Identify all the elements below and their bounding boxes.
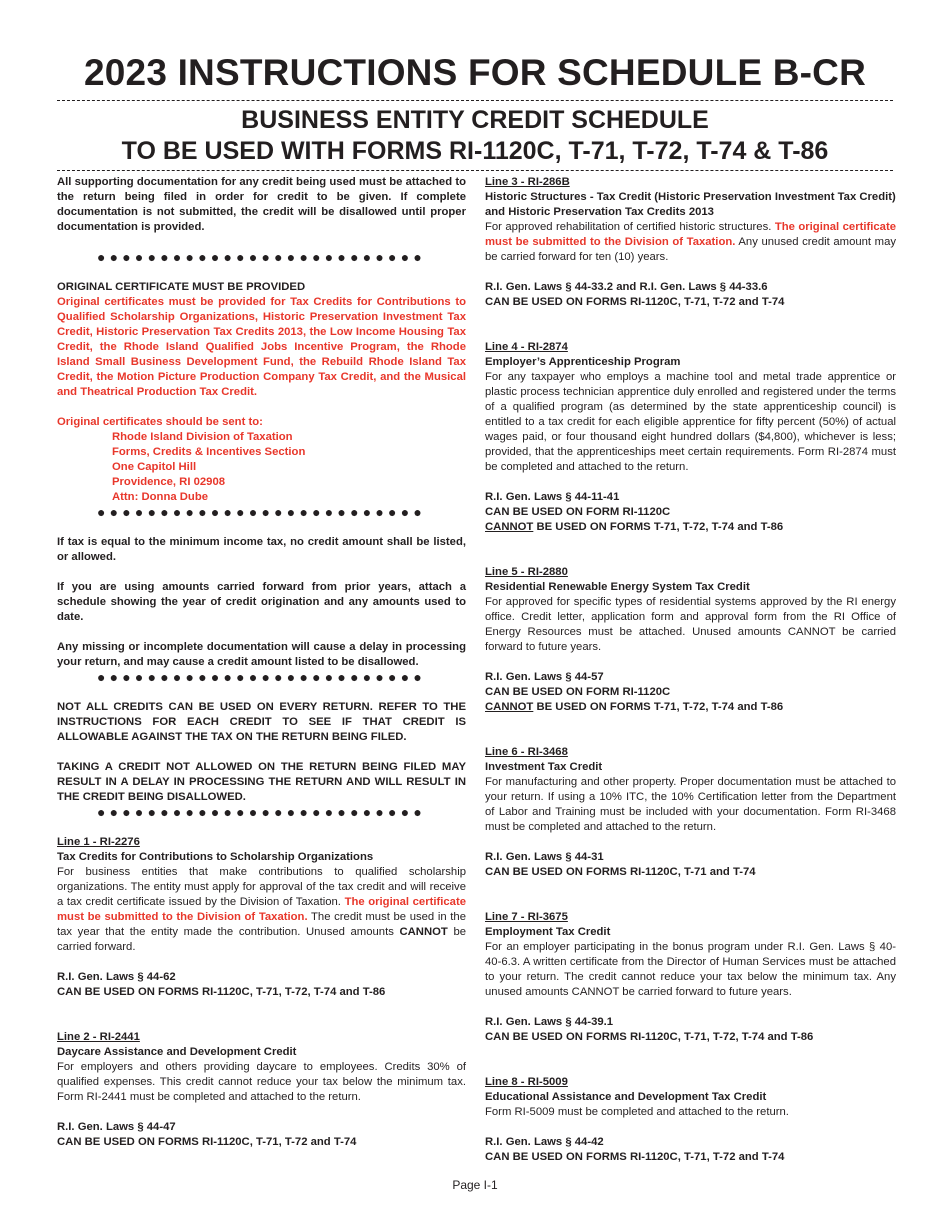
line-6-heading: Line 6 - RI-3468 (485, 746, 568, 758)
right-column (485, 175, 896, 1165)
line-6-title: Investment Tax Credit (485, 761, 603, 773)
address-line: Attn: Donna Dube (112, 491, 209, 503)
line-3-title: Historic Structures - Tax Credit (Historic Preservation Investment Tax Credit) and Historic Preservation Tax Credits 2013 (485, 191, 896, 218)
address-line: One Capitol Hill (112, 461, 197, 473)
mailing-address (57, 430, 466, 505)
line-3-section (485, 175, 896, 310)
line-4-title: Employer’s Apprenticeship Program (485, 356, 681, 368)
line-3-law: R.I. Gen. Laws § 44-33.2 and R.I. Gen. Laws § 44-33.6 (485, 281, 768, 293)
subtitle-line-1: BUSINESS ENTITY CREDIT SCHEDULE (241, 106, 709, 134)
line-2-section (57, 1030, 466, 1150)
line-7-law: R.I. Gen. Laws § 44-39.1 (485, 1016, 614, 1028)
line-4-usage: CAN BE USED ON FORM RI-1120C (485, 506, 671, 518)
line-4-heading: Line 4 - RI-2874 (485, 341, 568, 353)
line-8-heading: Line 8 - RI-5009 (485, 1076, 568, 1088)
line-1-red-note: The original certificate must be submitted to the Division of Taxation. (57, 896, 467, 923)
line-2-title: Daycare Assistance and Development Credit (57, 1046, 297, 1058)
original-certificate-text: Original certificates must be provided for Tax Credits for Contributions to Qualified Scholarship Organizations, Historic Preservation Investment Tax Credit, Historic Preservation Tax Credits 2013, the Low Income Housing Tax Credit, the Rhode Island Qualified Jobs Incentive Program, the Rhode Island Small Business Development Fund, the Rebuild Rhode Island Tax Credit, the Motion Picture Production Company Tax Credit, and the Musical and Theatrical Production Tax Credit. (57, 296, 466, 398)
line-3-heading: Line 3 - RI-286B (485, 176, 570, 188)
line-7-text: For an employer participating in the bonus program under R.I. Gen. Laws § 40-40-6.3. A written certificate from the Director of Human Services must be attached to your return. The credit cannot reduce your tax below the minimum tax. Any unused amounts CANNOT be carried forward to future years. (485, 941, 896, 998)
line-7-heading: Line 7 - RI-3675 (485, 911, 568, 923)
left-column (57, 175, 466, 1150)
dashed-divider (57, 100, 893, 101)
line-4-restriction: CANNOT BE USED ON FORMS T-71, T-72, T-74 and T-86 (485, 521, 784, 533)
missing-documentation-note: Any missing or incomplete documentation will cause a delay in processing your return, and may cause a credit amount listed to be disallowed. (57, 641, 466, 668)
line-2-heading: Line 2 - RI-2441 (57, 1031, 140, 1043)
line-5-title: Residential Renewable Energy System Tax Credit (485, 581, 750, 593)
line-1-law: R.I. Gen. Laws § 44-62 (57, 971, 176, 983)
intro-text: All supporting documentation for any credit being used must be attached to the return being filed in order for credit to be given. If complete documentation is not submitted, the credit will be disallowed until proper documentation is provided. (57, 176, 466, 233)
address-line: Providence, RI 02908 (112, 476, 226, 488)
bullet-separator: ●●●●●●●●●●●●●●●●●●●●●●●●●● (96, 804, 427, 820)
line-8-section (485, 1075, 896, 1165)
line-8-law: R.I. Gen. Laws § 44-42 (485, 1136, 604, 1148)
bullet-separator: ●●●●●●●●●●●●●●●●●●●●●●●●●● (96, 249, 427, 265)
line-4-law: R.I. Gen. Laws § 44-11-41 (485, 491, 620, 503)
line-7-section (485, 910, 896, 1045)
line-1-title: Tax Credits for Contributions to Scholarship Organizations (57, 851, 374, 863)
not-all-credits-warning: NOT ALL CREDITS CAN BE USED ON EVERY RETURN. REFER TO THE INSTRUCTIONS FOR EACH CREDIT TO SEE IF THAT CREDIT IS ALLOWABLE AGAINST THE TAX ON THE RETURN BEING FILED. (57, 701, 466, 743)
line-5-law: R.I. Gen. Laws § 44-57 (485, 671, 604, 683)
line-5-section (485, 565, 896, 715)
line-2-text: For employers and others providing daycare to employees. Credits 30% of qualified expenses. This credit cannot reduce your tax below the minimum tax. Form RI-2441 must be completed and attached to the return. (57, 1061, 466, 1103)
original-certificate-heading: ORIGINAL CERTIFICATE MUST BE PROVIDED (57, 281, 306, 293)
line-8-title: Educational Assistance and Development Tax Credit (485, 1091, 767, 1103)
line-5-heading: Line 5 - RI-2880 (485, 566, 568, 578)
line-3-red-note: The original certificate must be submitted to the Division of Taxation. (485, 221, 896, 248)
line-4-text: For any taxpayer who employs a machine tool and metal trade apprentice or plastic process technician apprentice duly enrolled and registered under the terms of a qualified program (as determined by the state apprenticeship council) is entitled to a tax credit for each eligible apprentice for fifty percent (50%) of actual wages paid, or four thousand eight hundred dollars ($4,800), whichever is less; provided, that the apprenticeships meet certain requirements. Form RI-2874 must be completed and attached to the return. (485, 371, 896, 473)
line-7-title: Employment Tax Credit (485, 926, 611, 938)
line-6-law: R.I. Gen. Laws § 44-31 (485, 851, 604, 863)
line-6-section (485, 745, 896, 880)
subtitle-line-2: TO BE USED WITH FORMS RI-1120C, T-71, T-72, T-74 & T-86 (121, 137, 829, 165)
address-line: Forms, Credits & Incentives Section (112, 446, 306, 458)
line-5-text: For approved for specific types of residential systems approved by the RI energy office. Credit letter, application form and approval form from the RI Office of Energy Resources must be attached. Unused amounts CANNOT be carried forward to future years. (485, 596, 896, 653)
dashed-divider (57, 170, 893, 171)
line-1-text: For business entities that make contributions to qualified scholarship organizations. The entity must apply for approval of the tax credit and will receive a tax credit certificate issued by the Division of Taxation. The original certificate must be submitted to the Division of Taxation. The credit must be used in the tax year that the entity made the contribution. Unused amounts CANNOT be carried forward. (57, 866, 467, 953)
line-1-usage: CAN BE USED ON FORMS RI-1120C, T-71, T-72, T-74 and T-86 (57, 986, 386, 998)
address-line: Rhode Island Division of Taxation (112, 431, 293, 443)
line-8-usage: CAN BE USED ON FORMS RI-1120C, T-71, T-72 and T-74 (485, 1151, 785, 1163)
line-3-usage: CAN BE USED ON FORMS RI-1120C, T-71, T-72 and T-74 (485, 296, 785, 308)
line-1-section (57, 835, 466, 1000)
line-5-restriction: CANNOT BE USED ON FORMS T-71, T-72, T-74 and T-86 (485, 701, 784, 713)
page-title: 2023 INSTRUCTIONS FOR SCHEDULE B-CR (83, 52, 867, 93)
line-8-text: Form RI-5009 must be completed and attached to the return. (485, 1106, 789, 1118)
minimum-tax-note: If tax is equal to the minimum income tax, no credit amount shall be listed, or allowed. (57, 536, 466, 563)
page-number: Page I-1 (452, 1178, 498, 1192)
bullet-separator: ●●●●●●●●●●●●●●●●●●●●●●●●●● (96, 669, 427, 685)
carry-forward-note: If you are using amounts carried forward from prior years, attach a schedule showing the year of credit origination and any amounts used to date. (57, 581, 466, 623)
line-5-usage: CAN BE USED ON FORM RI-1120C (485, 686, 671, 698)
line-2-law: R.I. Gen. Laws § 44-47 (57, 1121, 176, 1133)
line-2-usage: CAN BE USED ON FORMS RI-1120C, T-71, T-72 and T-74 (57, 1136, 357, 1148)
bullet-separator: ●●●●●●●●●●●●●●●●●●●●●●●●●● (96, 504, 427, 520)
line-6-usage: CAN BE USED ON FORMS RI-1120C, T-71 and T-74 (485, 866, 756, 878)
sent-to-label: Original certificates should be sent to: (57, 416, 263, 428)
line-1-heading: Line 1 - RI-2276 (57, 836, 140, 848)
line-6-text: For manufacturing and other property. Proper documentation must be attached to your return. If using a 10% ITC, the 10% Certification letter from the Department of Labor and Training must be included with your documentation. Form RI-3468 must be completed and attached to the return. (485, 776, 896, 833)
line-3-text: For approved rehabilitation of certified historic structures. The original certificate must be submitted to the Division of Taxation. Any unused credit amount may be carried forward for ten (10) years. (485, 221, 897, 263)
line-4-section (485, 340, 896, 535)
page-subtitle (0, 105, 950, 167)
line-7-usage: CAN BE USED ON FORMS RI-1120C, T-71, T-72, T-74 and T-86 (485, 1031, 814, 1043)
taking-credit-warning: TAKING A CREDIT NOT ALLOWED ON THE RETURN BEING FILED MAY RESULT IN A DELAY IN PROCESSING THE RETURN AND WILL RESULT IN THE CREDIT BEING DISALLOWED. (57, 761, 466, 803)
